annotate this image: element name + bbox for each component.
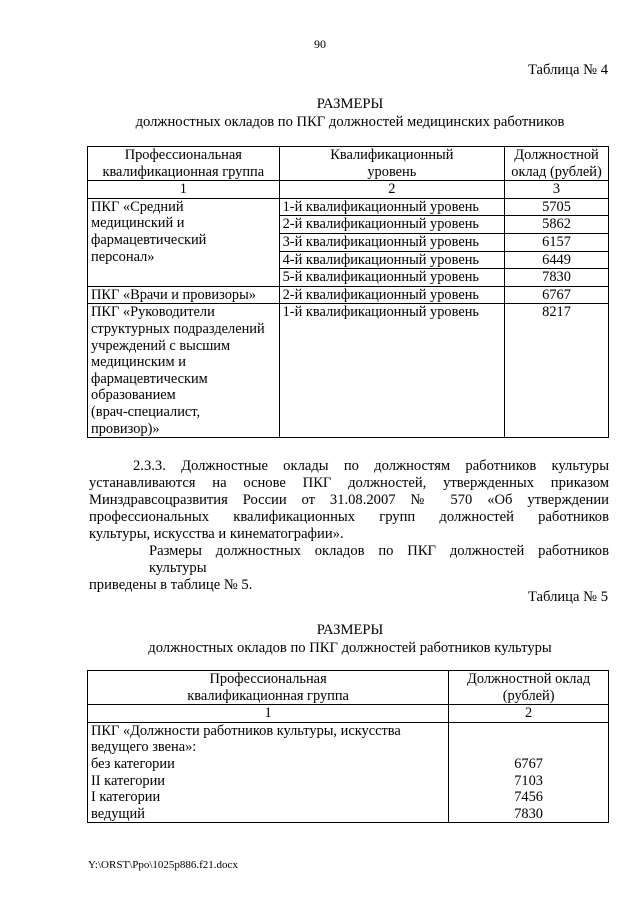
table5-colnum: 1 [88,705,449,723]
table-row [88,722,609,823]
paragraph-2-3-3: 2.3.3. Должностные оклады по должностям работников культуры устанавливаются на основе ПКГ должностей, утвержденных приказом Минздравсоцразвития России от 31.08.2007 № 570 «Об утверждении профессиональных квалификационных групп должностей работников культуры, искусства и кинематографии». [89,458,609,542]
table5-header-salary: Должностной оклад (рублей) [449,671,609,705]
table5 [87,670,609,823]
table4-salary: 6157 [505,233,609,251]
table4-salary: 6767 [505,286,609,304]
table5-salary: 7456 [514,789,543,806]
table5-label: Таблица № 5 [528,589,608,605]
table4-colnum: 1 [88,181,280,199]
table4-header-row [88,147,609,181]
table4-level: 1-й квалификационный уровень [279,304,504,438]
table5-title: РАЗМЕРЫ [316,622,384,638]
table4-level: 1-й квалификационный уровень [279,198,504,216]
table4-label: Таблица № 4 [528,62,608,78]
table4-salary: 8217 [505,304,609,438]
page-number: 90 [314,37,326,51]
table5-salary: 7103 [514,772,543,789]
table4-level: 5-й квалификационный уровень [279,269,504,287]
table4-salary: 6449 [505,251,609,269]
table-row [88,198,609,216]
table4-header-level: Квалификационный уровень [279,147,504,181]
table4-subtitle: должностных окладов по ПКГ должностей медицинских работников [135,114,565,130]
table4-level: 2-й квалификационный уровень [279,286,504,304]
table4 [87,146,609,438]
table5-salary: 6767 [514,755,543,772]
paragraph-table5-ref: Размеры должностных окладов по ПКГ должностей работников культуры приведены в таблице № 5. [89,543,609,593]
table4-level: 4-й квалификационный уровень [279,251,504,269]
table4-salary: 7830 [505,269,609,287]
table4-level: 3-й квалификационный уровень [279,233,504,251]
table5-colnum: 2 [449,705,609,723]
table4-group-name: ПКГ «Руководители структурных подразделений учреждений с высшим медицинским и фармацевтическим образованием (врач-специалист, провизор)» [88,304,280,438]
table5-group-cell: ПКГ «Должности работников культуры, искусства ведущего звена»: без категории II категории I категории ведущий [88,722,449,823]
table5-salary-cell [449,722,609,823]
table-row [88,286,609,304]
table4-group-name: ПКГ «Средний медицинский и фармацевтический персонал» [88,198,280,286]
table4-header-group: Профессиональная квалификационная группа [88,147,280,181]
table5-header-group: Профессиональная квалификационная группа [88,671,449,705]
table5-subtitle: должностных окладов по ПКГ должностей работников культуры [148,640,552,656]
table5-colnum-row [88,705,609,723]
table4-title: РАЗМЕРЫ [316,96,384,112]
table4-header-salary: Должностной оклад (рублей) [505,147,609,181]
table5-salary: 7830 [514,805,543,822]
footer-filepath: Y:\ORST\Ppo\1025p886.f21.docx [88,859,238,871]
table-row [88,304,609,438]
table4-colnum-row [88,181,609,199]
table4-colnum: 2 [279,181,504,199]
table4-salary: 5705 [505,198,609,216]
table4-level: 2-й квалификационный уровень [279,216,504,234]
table4-colnum: 3 [505,181,609,199]
table5-header-row [88,671,609,705]
table4-salary: 5862 [505,216,609,234]
table4-group-name: ПКГ «Врачи и провизоры» [88,286,280,304]
